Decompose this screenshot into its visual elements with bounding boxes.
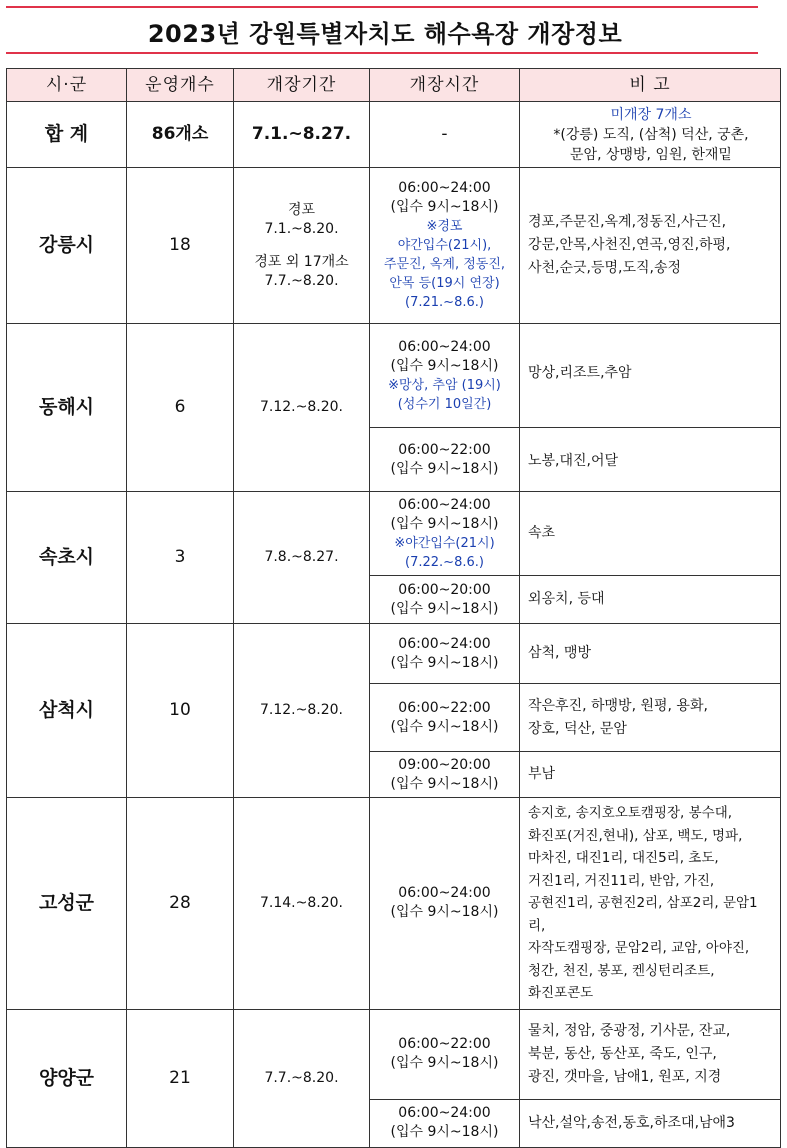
page-title: 2023년 강원특별자치도 해수욕장 개장정보 (147, 20, 623, 48)
hours-samcheok-3 (370, 752, 520, 798)
table-row-samcheok-1 (7, 624, 781, 684)
city-sokcho: 속초시 (7, 492, 127, 624)
hours-donghae-1-time: 06:00~24:00 (398, 338, 491, 355)
hours-sokcho-2-sub: (입수 9시~18시) (390, 600, 499, 617)
table-header-row (7, 69, 781, 102)
table-row-goseong (7, 798, 781, 1010)
table-row-gangneung (7, 168, 781, 324)
city-yangyang: 양양군 (7, 1009, 127, 1147)
period-gangneung (234, 168, 370, 324)
hours-donghae-2-time: 06:00~22:00 (398, 441, 491, 458)
note-donghae-1: 망상,리조트,추암 (520, 324, 781, 428)
note-goseong-line8: 화진포콘도 (528, 985, 594, 1001)
note-samcheok-2-line2: 장호, 덕산, 문암 (528, 720, 627, 737)
title-banner (0, 0, 787, 62)
title-rule-top (6, 6, 758, 8)
hours-samcheok-3-time: 09:00~20:00 (398, 756, 491, 773)
note-yangyang-1-line3: 광진, 갯마을, 남애1, 원포, 지경 (528, 1068, 722, 1085)
note-samcheok-3: 부남 (520, 752, 781, 798)
hours-donghae-1-extra1: ※망상, 추암 (19시) (388, 377, 501, 393)
hours-sokcho-1-extra1: ※야간입수(21시) (394, 535, 495, 551)
hours-sokcho-1-extra2: (7.22.~8.6.) (405, 554, 484, 570)
note-sokcho-1: 속초 (520, 492, 781, 576)
total-period: 7.1.~8.27. (234, 102, 370, 168)
beach-schedule-table (6, 68, 781, 1148)
city-goseong: 고성군 (7, 798, 127, 1010)
note-goseong-line6: 자작도캠핑장, 문암2리, 교암, 아야진, (528, 940, 750, 956)
note-goseong-line3: 마차진, 대진1리, 대진5리, 초도, (528, 850, 719, 866)
hours-yangyang-2-sub: (입수 9시~18시) (390, 1124, 499, 1140)
header-note: 비 고 (520, 69, 781, 102)
note-goseong-line5: 공현진1리, 공현진2리, 삼포2리, 문암1리, (528, 895, 758, 934)
hours-gangneung-extra4: 안목 등(19시 연장) (389, 276, 500, 291)
count-samcheok: 10 (127, 624, 234, 798)
note-gangneung-line2: 강문,안목,사천진,연곡,영진,하평, (528, 237, 731, 253)
total-hours: - (370, 102, 520, 168)
hours-sokcho-1-sub: (입수 9시~18시) (390, 515, 499, 532)
period-yangyang: 7.7.~8.20. (234, 1009, 370, 1147)
hours-donghae-1 (370, 324, 520, 428)
city-samcheok: 삼척시 (7, 624, 127, 798)
period-gangneung-b: 7.7.~8.20. (264, 272, 339, 289)
note-goseong-line4: 거진1리, 거진11리, 반암, 가진, (528, 872, 715, 889)
hours-donghae-2 (370, 428, 520, 492)
note-yangyang-1 (520, 1009, 781, 1099)
hours-sokcho-1 (370, 492, 520, 576)
period-gangneung-b-label: 경포 외 17개소 (254, 253, 349, 270)
hours-sokcho-1-time: 06:00~24:00 (398, 496, 491, 513)
total-note (520, 102, 781, 168)
hours-samcheok-2-time: 06:00~22:00 (398, 699, 491, 716)
header-city: 시·군 (7, 69, 127, 102)
hours-samcheok-3-sub: (입수 9시~18시) (390, 775, 499, 792)
hours-gangneung-sub: (입수 9시~18시) (390, 199, 499, 215)
note-goseong-line2: 화진포(거진,현내), 삼포, 백도, 명파, (528, 827, 743, 844)
note-gangneung-line3: 사천,순긋,등명,도직,송정 (528, 260, 682, 276)
period-samcheok: 7.12.~8.20. (234, 624, 370, 798)
note-yangyang-1-line2: 북분, 동산, 동산포, 죽도, 인구, (528, 1045, 717, 1062)
hours-gangneung (370, 168, 520, 324)
note-gangneung (520, 168, 781, 324)
header-period: 개장기간 (234, 69, 370, 102)
city-donghae: 동해시 (7, 324, 127, 492)
hours-yangyang-2-time: 06:00~24:00 (398, 1105, 491, 1121)
note-donghae-2: 노봉,대진,어달 (520, 428, 781, 492)
hours-gangneung-extra3: 주문진, 옥계, 정동진, (383, 257, 506, 272)
title-rule-bottom (6, 52, 758, 54)
total-note-title: 미개장 7개소 (610, 106, 692, 123)
period-donghae: 7.12.~8.20. (234, 324, 370, 492)
count-gangneung: 18 (127, 168, 234, 324)
count-yangyang: 21 (127, 1009, 234, 1147)
hours-gangneung-extra2: 야간입수(21시), (397, 238, 492, 253)
hours-yangyang-1-time: 06:00~22:00 (398, 1036, 491, 1052)
table-row-yangyang-1 (7, 1009, 781, 1099)
note-goseong-line7: 청간, 천진, 봉포, 켄싱턴리조트, (528, 962, 715, 979)
hours-samcheok-1 (370, 624, 520, 684)
total-count: 86개소 (127, 102, 234, 168)
hours-goseong-time: 06:00~24:00 (398, 885, 491, 902)
note-gangneung-line1: 경포,주문진,옥계,정동진,사근진, (528, 214, 727, 230)
hours-samcheok-2 (370, 684, 520, 752)
hours-gangneung-time: 06:00~24:00 (398, 180, 491, 196)
note-samcheok-1: 삼척, 맹방 (520, 624, 781, 684)
hours-yangyang-2 (370, 1099, 520, 1147)
count-donghae: 6 (127, 324, 234, 492)
hours-donghae-1-extra2: (성수기 10일간) (397, 396, 492, 412)
total-note-line2: 문암, 상맹방, 임원, 한재밑 (570, 146, 732, 163)
table-row-donghae-1 (7, 324, 781, 428)
hours-sokcho-2-time: 06:00~20:00 (398, 581, 491, 598)
count-sokcho: 3 (127, 492, 234, 624)
period-gangneung-a: 7.1.~8.20. (264, 220, 339, 237)
table-row-sokcho-1 (7, 492, 781, 576)
total-label: 합 계 (7, 102, 127, 168)
hours-goseong-sub: (입수 9시~18시) (390, 904, 499, 921)
note-goseong-line1: 송지호, 송지호오토캠핑장, 봉수대, (528, 805, 733, 821)
hours-gangneung-extra5: (7.21.~8.6.) (405, 295, 484, 310)
note-yangyang-1-line1: 물치, 정암, 중광정, 기사문, 잔교, (528, 1022, 731, 1039)
hours-gangneung-extra1: ※경포 (426, 219, 463, 234)
hours-samcheok-1-time: 06:00~24:00 (398, 635, 491, 652)
period-sokcho: 7.8.~8.27. (234, 492, 370, 624)
hours-yangyang-1-sub: (입수 9시~18시) (390, 1055, 499, 1071)
note-samcheok-2-line1: 작은후진, 하맹방, 원평, 용화, (528, 697, 708, 714)
note-goseong (520, 798, 781, 1010)
period-gangneung-a-label: 경포 (287, 201, 316, 218)
total-note-line1: *(강릉) 도직, (삼척) 덕산, 궁촌, (553, 126, 749, 143)
header-hours: 개장시간 (370, 69, 520, 102)
period-goseong: 7.14.~8.20. (234, 798, 370, 1010)
hours-donghae-2-sub: (입수 9시~18시) (390, 460, 499, 477)
hours-sokcho-2 (370, 576, 520, 624)
note-sokcho-2: 외옹치, 등대 (520, 576, 781, 624)
city-gangneung: 강릉시 (7, 168, 127, 324)
table-row-total (7, 102, 781, 168)
note-samcheok-2 (520, 684, 781, 752)
hours-samcheok-2-sub: (입수 9시~18시) (390, 718, 499, 735)
hours-donghae-1-sub: (입수 9시~18시) (390, 357, 499, 374)
hours-samcheok-1-sub: (입수 9시~18시) (390, 654, 499, 671)
hours-goseong (370, 798, 520, 1010)
header-count: 운영개수 (127, 69, 234, 102)
count-goseong: 28 (127, 798, 234, 1010)
hours-yangyang-1 (370, 1009, 520, 1099)
note-yangyang-2: 낙산,설악,송전,동호,하조대,남애3 (520, 1099, 781, 1147)
